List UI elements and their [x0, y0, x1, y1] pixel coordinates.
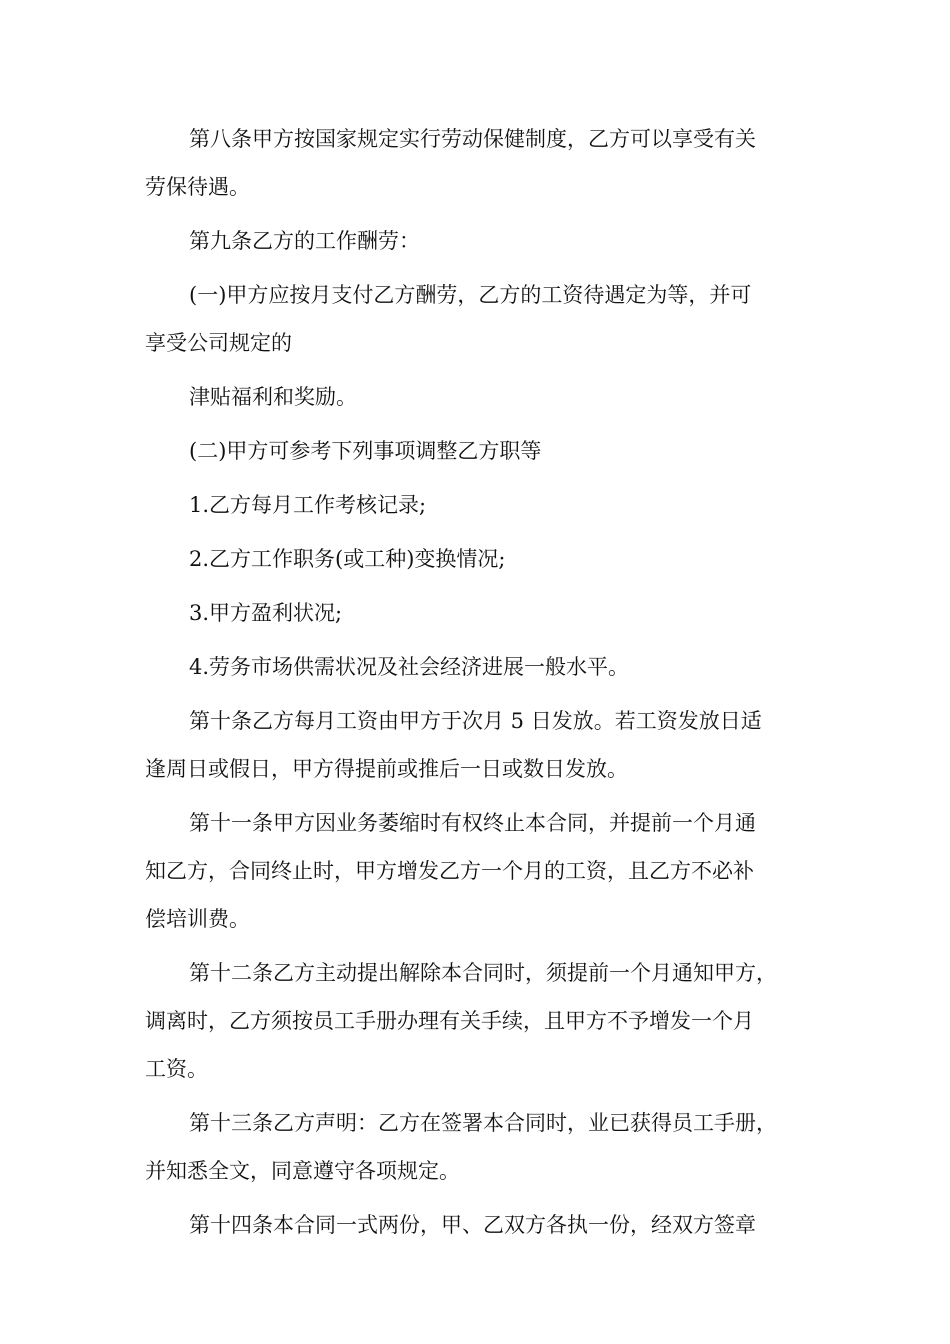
article-12-line-3: 工资。: [145, 1057, 208, 1081]
article-11-line-2: 知乙方，合同终止时，甲方增发乙方一个月的工资，且乙方不必补: [145, 859, 754, 883]
list-item-1: 1.乙方每月工作考核记录;: [189, 493, 427, 517]
article-12-line-1: 第十二条乙方主动提出解除本合同时，须提前一个月通知甲方，: [189, 961, 777, 985]
article-11-line-3: 偿培训费。: [145, 907, 250, 931]
article-8-line-1: 第八条甲方按国家规定实行劳动保健制度，乙方可以享受有关: [189, 127, 756, 151]
article-13-line-1: 第十三条乙方声明：乙方在签署本合同时，业已获得员工手册，: [189, 1111, 777, 1135]
list-item-4: 4.劳务市场供需状况及社会经济进展一般水平。: [189, 655, 630, 679]
list-item-3: 3.甲方盈利状况;: [189, 601, 343, 625]
article-13-line-2: 并知悉全文，同意遵守各项规定。: [145, 1159, 460, 1183]
list-item-2: 2.乙方工作职务(或工种)变换情况;: [189, 547, 506, 571]
article-9-heading: 第九条乙方的工作酬劳：: [189, 229, 420, 253]
article-10-line-2: 逢周日或假日，甲方得提前或推后一日或数日发放。: [145, 757, 628, 781]
contract-text: [145, 128, 835, 1236]
article-9-item-1-line-2: 享受公司规定的: [145, 331, 292, 355]
article-8-line-2: 劳保待遇。: [145, 175, 250, 199]
article-9-item-1-line-3: 津贴福利和奖励。: [189, 385, 357, 409]
article-9-item-1-line-1: (一)甲方应按月支付乙方酬劳，乙方的工资待遇定为等，并可: [189, 283, 752, 307]
article-10-line-1: 第十条乙方每月工资由甲方于次月 5 日发放。若工资发放日适: [189, 709, 762, 733]
article-12-line-2: 调离时，乙方须按员工手册办理有关手续，且甲方不予增发一个月: [145, 1009, 754, 1033]
article-9-item-2: (二)甲方可参考下列事项调整乙方职等: [189, 439, 542, 463]
article-11-line-1: 第十一条甲方因业务萎缩时有权终止本合同，并提前一个月通: [189, 811, 756, 835]
article-14-line-1: 第十四条本合同一式两份，甲、乙双方各执一份，经双方签章: [189, 1213, 756, 1237]
